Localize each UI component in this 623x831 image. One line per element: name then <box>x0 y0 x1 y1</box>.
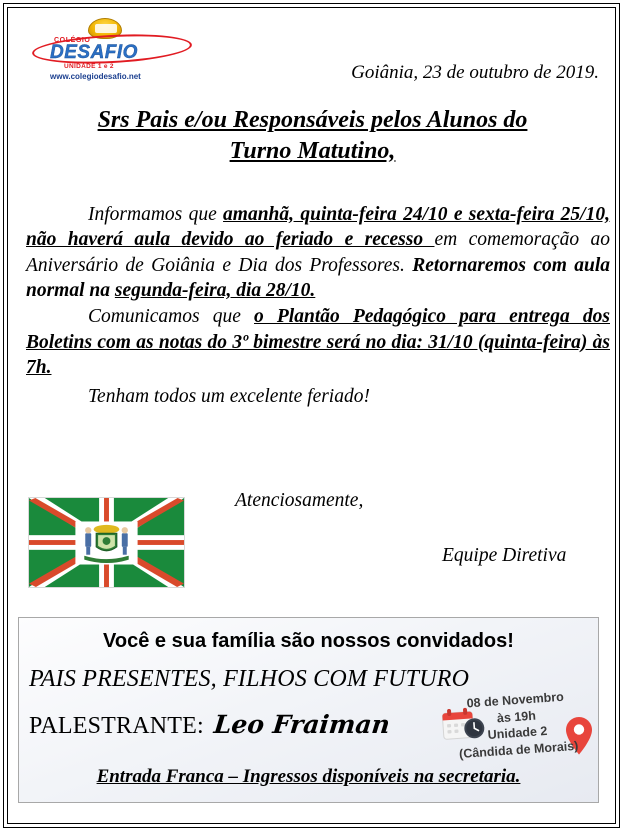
banner-footer-text: Entrada Franca – Ingressos disponíveis na secretaria. <box>96 766 521 787</box>
banner-slogan: PAIS PRESENTES, FILHOS COM FUTURO <box>29 666 470 692</box>
p1-intro: Informamos que <box>88 204 224 225</box>
heading-line-2: Turno Matutino, <box>229 137 396 164</box>
date-line: Goiânia, 23 de outubro de 2019. <box>351 62 599 83</box>
page-title <box>26 105 599 166</box>
paragraph-1 <box>26 202 610 303</box>
event-unit: Unidade 2 <box>487 724 548 743</box>
speaker-name: Leo Fraiman <box>212 710 392 739</box>
banner-footer <box>19 766 598 788</box>
p1-bold-mid: Retornaremos com aula normal na <box>26 254 610 302</box>
speaker-row <box>29 710 390 740</box>
goiania-flag-svg <box>29 498 184 587</box>
logo-colegio-text: COLÉGIO <box>54 37 91 44</box>
event-banner <box>18 617 599 803</box>
letter-body <box>26 202 610 410</box>
paragraph-2 <box>26 304 610 380</box>
speaker-label: PALESTRANTE: <box>29 713 204 739</box>
signature-signer: Equipe Diretiva <box>442 545 567 566</box>
p1-middle: em comemoração ao Aniversário de Goiânia e Dia dos Professores. <box>26 229 610 276</box>
event-time: às 19h <box>496 708 537 725</box>
paragraph-3: Tenham todos um excelente feriado! <box>88 386 370 408</box>
p1-emphasis-2: segunda-feira, dia 28/10. <box>114 280 316 302</box>
signature-closing: Atenciosamente, <box>235 490 364 511</box>
event-details <box>435 687 599 764</box>
p1-emphasis-1: amanhã, quinta-feira 24/10 e sexta-feira 25/10, não haverá aula devido ao feriado e recesso <box>26 204 610 251</box>
event-location: (Cândida de Morais) <box>458 738 579 761</box>
p2-emphasis: o Plantão Pedagógico para entrega dos Boletins com as notas do 3º bimestre será no dia: 31/10 (quinta-feira) às 7h. <box>26 306 610 379</box>
p2-intro: Comunicamos que <box>88 306 255 328</box>
page-content <box>12 12 611 819</box>
banner-title: Você e sua família são nossos convidados! <box>103 630 514 652</box>
event-date: 08 de Novembro <box>466 689 565 711</box>
logo-website-text: www.colegiodesafio.net <box>50 72 141 81</box>
heading-line-1: Srs Pais e/ou Responsáveis pelos Alunos do <box>97 107 528 133</box>
goiania-flag-image <box>28 497 185 588</box>
logo-unidade-text: UNIDADE 1 e 2 <box>64 63 114 70</box>
logo-desafio-text: DESAFIO <box>50 42 138 63</box>
